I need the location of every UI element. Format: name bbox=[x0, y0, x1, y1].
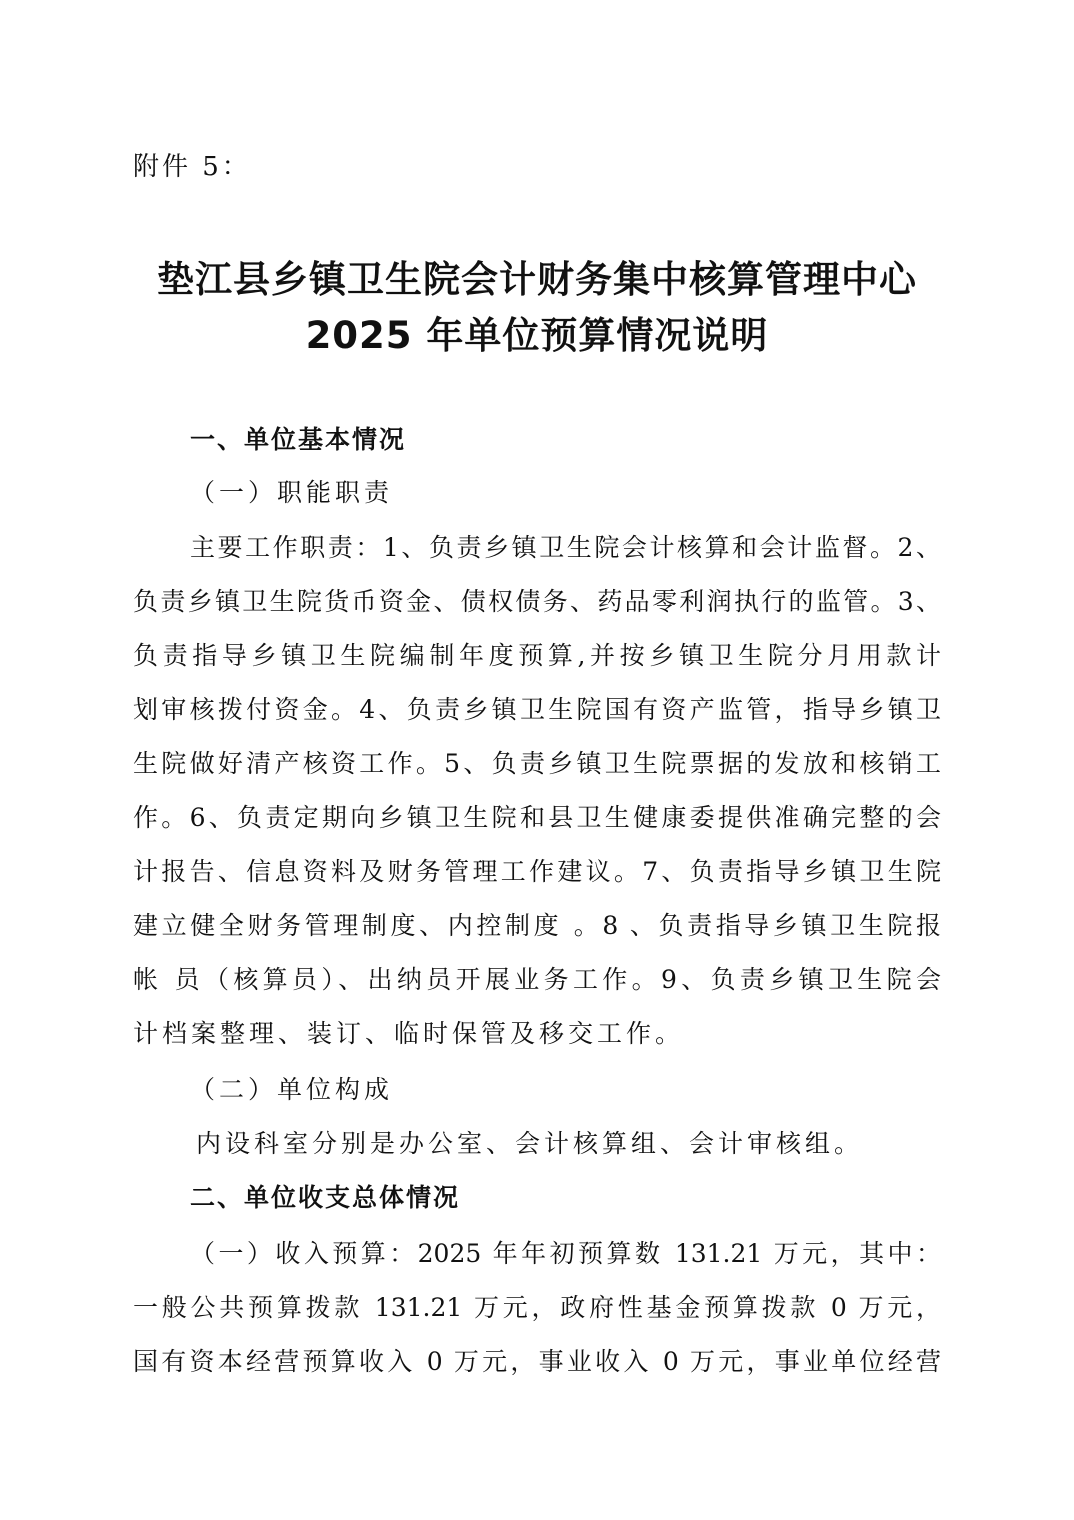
paragraph-line: （一）收入预算：2025 年年初预算数 131.21 万元，其中： bbox=[190, 1239, 941, 1268]
paragraph-line: 负责指导乡镇卫生院编制年度预算,并按乡镇卫生院分月用款计 bbox=[133, 641, 941, 670]
paragraph-line: 主要工作职责：1、负责乡镇卫生院会计核算和会计监督。2、 bbox=[190, 533, 941, 562]
section-2-heading: 二、单位收支总体情况 bbox=[190, 1183, 461, 1212]
unit-composition-text: 内设科室分别是办公室、会计核算组、会计审核组。 bbox=[196, 1129, 864, 1158]
paragraph-line: 国有资本经营预算收入 0 万元，事业收入 0 万元，事业单位经营 bbox=[133, 1347, 941, 1376]
paragraph-line: 帐 员（核算员）、出纳员开展业务工作。9、负责乡镇卫生院会 bbox=[133, 965, 941, 994]
paragraph-line: 计报告、信息资料及财务管理工作建议。7、负责指导乡镇卫生院 bbox=[133, 857, 941, 886]
paragraph-line: 生院做好清产核资工作。5、负责乡镇卫生院票据的发放和核销工 bbox=[133, 749, 941, 778]
section-1-heading: 一、单位基本情况 bbox=[190, 425, 407, 454]
paragraph-line: 建立健全财务管理制度、内控制度 。8 、负责指导乡镇卫生院报 bbox=[133, 911, 941, 940]
paragraph-line: 划审核拨付资金。4、负责乡镇卫生院国有资产监管，指导乡镇卫 bbox=[133, 695, 941, 724]
section-1-sub-1-heading: （一）职能职责 bbox=[190, 478, 394, 507]
paragraph-line: 计档案整理、装订、临时保管及移交工作。 bbox=[133, 1019, 685, 1048]
paragraph-line: 一般公共预算拨款 131.21 万元，政府性基金预算拨款 0 万元， bbox=[133, 1293, 941, 1322]
document-title-line-1: 垫江县乡镇卫生院会计财务集中核算管理中心 bbox=[157, 258, 917, 301]
section-1-sub-2-heading: （二）单位构成 bbox=[190, 1075, 394, 1104]
attachment-label: 附件 5： bbox=[133, 152, 251, 182]
document-title-line-2: 2025 年单位预算情况说明 bbox=[305, 314, 769, 357]
paragraph-line: 负责乡镇卫生院货币资金、债权债务、药品零利润执行的监管。3、 bbox=[133, 587, 941, 616]
paragraph-line: 作。6、负责定期向乡镇卫生院和县卫生健康委提供准确完整的会 bbox=[133, 803, 941, 832]
